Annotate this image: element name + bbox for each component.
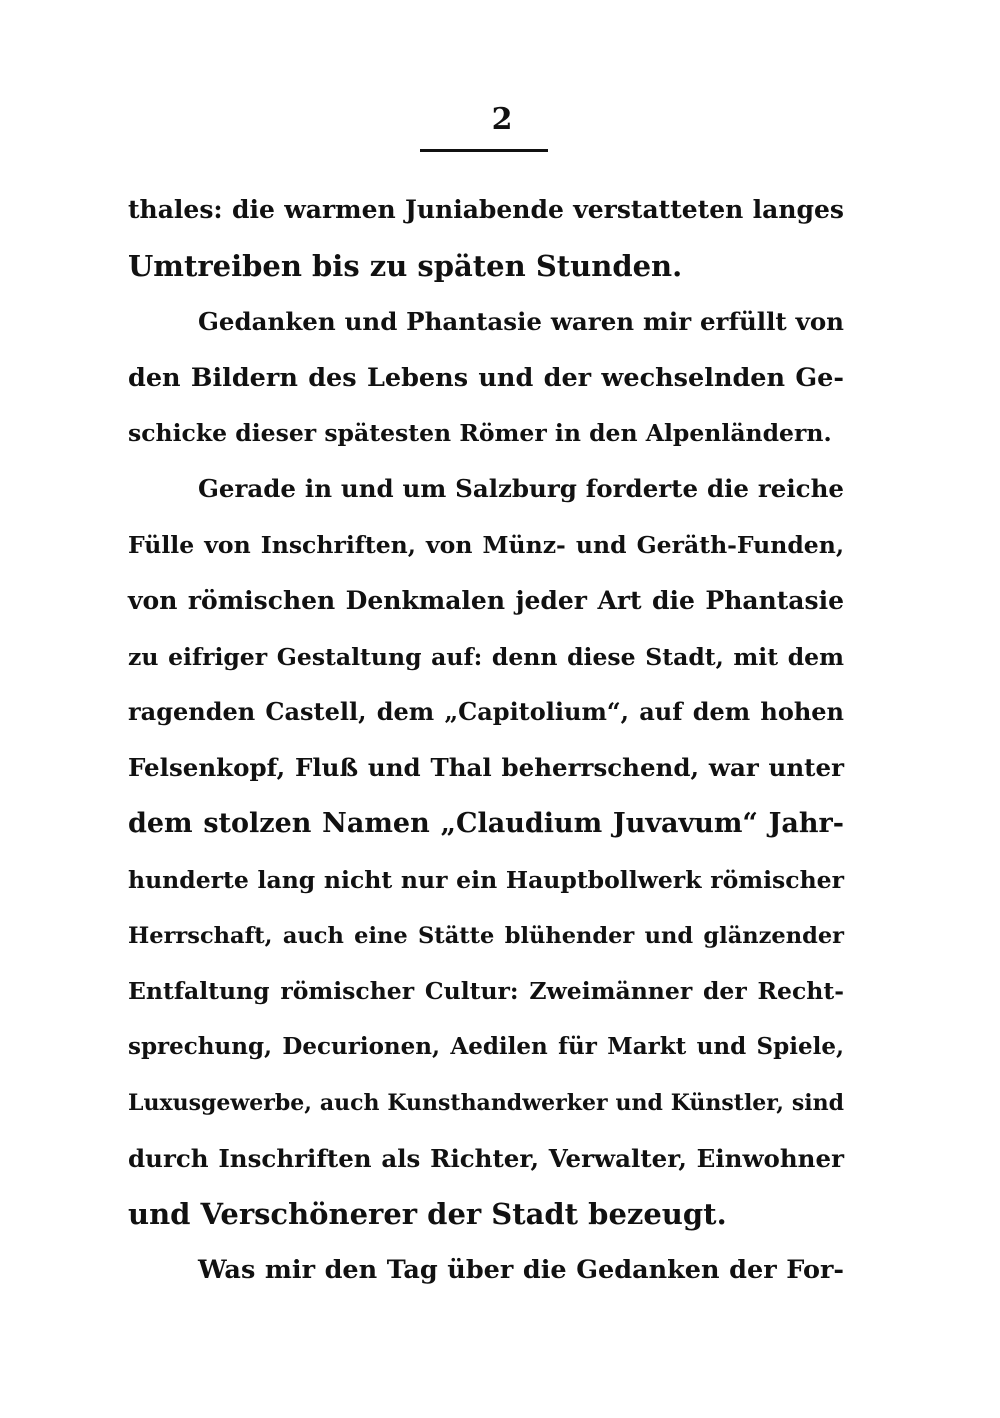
text-line: schicke dieser spätesten Römer in den Alpenländern.	[128, 419, 832, 447]
paragraph-first-line: Was mir den Tag über die Gedanken der For-	[198, 1255, 844, 1285]
text-line: thales: die warmen Juniabende verstatteten langes	[128, 195, 844, 224]
text-line: und Verschönerer der Stadt bezeugt.	[128, 1197, 727, 1231]
text-line: sprechung, Decurionen, Aedilen für Markt und Spiele,	[128, 1033, 844, 1060]
text-line: den Bildern des Lebens und der wechselnden Ge-	[128, 363, 844, 393]
paragraph-first-line: Gerade in und um Salzburg forderte die reiche	[198, 474, 844, 503]
text-line: zu eifriger Gestaltung auf: denn diese Stadt, mit dem	[128, 643, 844, 671]
text-line: hunderte lang nicht nur ein Hauptbollwerk römischer	[128, 866, 844, 894]
text-line: von römischen Denkmalen jeder Art die Phantasie	[128, 586, 844, 615]
text-line: dem stolzen Namen „Claudium Juvavum“ Jahr-	[128, 808, 844, 839]
page-number-rule	[420, 149, 548, 152]
text-line: durch Inschriften als Richter, Verwalter, Einwohner	[128, 1144, 844, 1173]
text-line: Entfaltung römischer Cultur: Zweimänner der Recht-	[128, 977, 844, 1005]
text-line: Herrschaft, auch eine Stätte blühender und glänzender	[128, 923, 844, 949]
paragraph-first-line: Gedanken und Phantasie waren mir erfüllt von	[198, 307, 844, 336]
text-line: Felsenkopf, Fluß und Thal beherrschend, war unter	[128, 753, 844, 782]
text-line: Luxusgewerbe, auch Kunsthandwerker und Künstler, sind	[128, 1090, 844, 1116]
text-line: Fülle von Inschriften, von Münz- und Geräth-Funden,	[128, 531, 844, 559]
text-line: Umtreiben bis zu späten Stunden.	[128, 249, 683, 283]
page-number: 2	[491, 102, 513, 137]
text-line: ragenden Castell, dem „Capitolium“, auf dem hohen	[128, 697, 844, 726]
